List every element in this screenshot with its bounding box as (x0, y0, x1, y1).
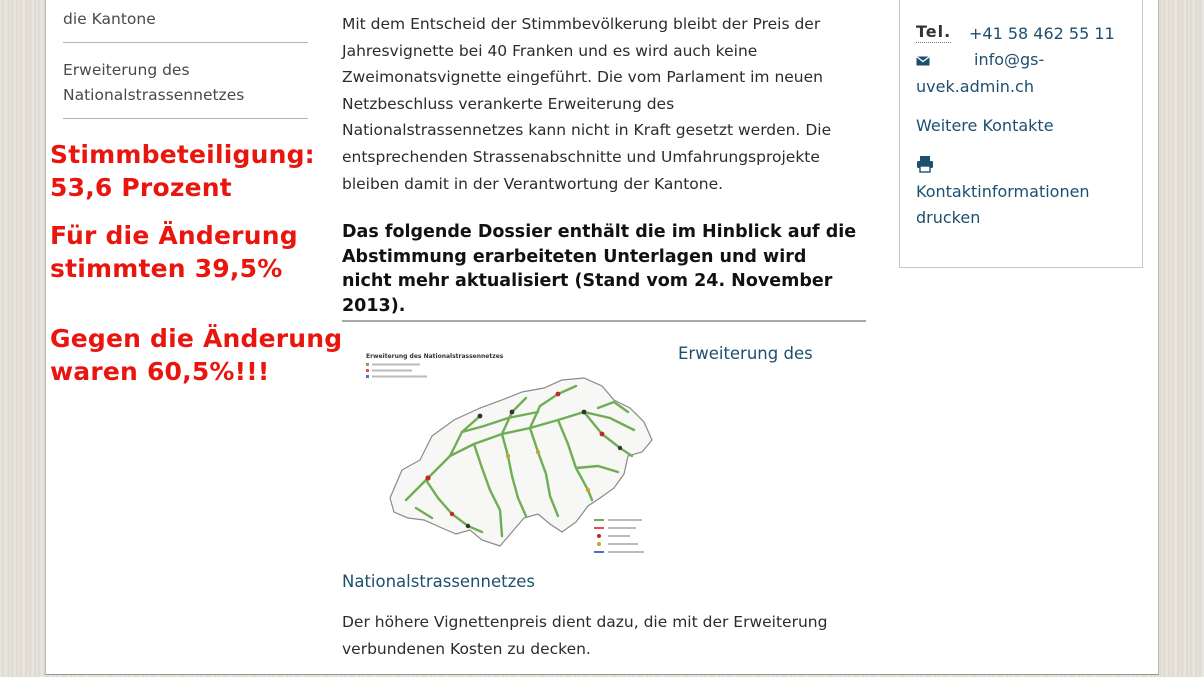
map-legend-header (366, 363, 427, 378)
email-link-part1[interactable]: info@gs- (974, 50, 1045, 69)
page (45, 0, 1159, 675)
paragraph-line: verbundenen Kosten zu decken. (342, 639, 591, 658)
annotation-line: Für die Änderung (50, 221, 298, 250)
nav-item-label: die Kantone (63, 10, 156, 28)
envelope-icon (916, 56, 930, 66)
notice-line: nicht mehr aktualisiert (Stand vom 24. November (342, 271, 833, 291)
annotation-yes-votes (50, 219, 298, 285)
paragraph-line: bleiben damit in der Verantwortung der Kantone. (342, 174, 724, 193)
paragraph-line: Netzbeschluss verankerte Erweiterung des (342, 94, 675, 113)
nav-item-die-kantone[interactable] (63, 7, 308, 43)
annotation-line: 53,6 Prozent (50, 173, 232, 202)
closing-paragraph (342, 609, 866, 662)
notice-line: Abstimmung erarbeiteten Unterlagen und wird (342, 246, 807, 267)
notice-line: Das folgende Dossier enthält die im Hinblick auf die (342, 222, 857, 242)
map-caption-link[interactable]: Nationalstrassennetzes (342, 572, 536, 591)
paragraph-line: Der höhere Vignettenpreis dient dazu, die mit der Erweiterung (342, 613, 828, 631)
body-paragraph (342, 11, 866, 197)
telephone-label: Tel. (916, 22, 952, 41)
nav-item-label: Erweiterung des (63, 61, 190, 79)
printer-icon[interactable] (916, 155, 934, 173)
paragraph-line: entsprechenden Strassenabschnitte und Umfahrungsprojekte (342, 147, 820, 166)
annotation-line: Stimmbeteiligung: (50, 140, 315, 169)
annotation-line: stimmten 39,5% (50, 254, 283, 283)
print-contact-link[interactable]: Kontaktinformationen (916, 182, 1090, 201)
telephone-link[interactable]: +41 58 462 55 11 (969, 24, 1115, 43)
print-contact-link-line2[interactable]: drucken (916, 208, 981, 227)
notice-line: 2013). (342, 295, 406, 316)
annotation-line: Gegen die Änderung (50, 324, 343, 353)
map-title: Erweiterung des Nationalstrassennetzes (366, 353, 504, 360)
map-link[interactable]: Erweiterung des (678, 344, 813, 363)
annotation-no-votes (50, 322, 342, 388)
annotation-line: waren 60,5%!!! (50, 357, 270, 386)
road-network-map[interactable] (362, 348, 662, 563)
dossier-notice (342, 220, 866, 318)
nav-item-erweiterung[interactable] (63, 58, 308, 119)
paragraph-line: Mit dem Entscheid der Stimmbevölkerung bleibt der Preis der (342, 15, 821, 33)
paragraph-line: Nationalstrassennetzes kann nicht in Kraft gesetzt werden. Die (342, 121, 832, 140)
map-legend (594, 519, 644, 553)
paragraph-line: Jahresvignette bei 40 Franken und es wird auch keine (342, 41, 758, 60)
more-contacts-link[interactable]: Weitere Kontakte (916, 116, 1054, 135)
nav-item-label: Nationalstrassennetzes (63, 86, 245, 104)
contact-box (899, 0, 1143, 268)
email-link-part2[interactable]: uvek.admin.ch (916, 77, 1034, 96)
section-divider (342, 320, 866, 322)
paragraph-line: Zweimonatsvignette eingeführt. Die vom Parlament im neuen (342, 68, 823, 87)
annotation-turnout (50, 138, 315, 204)
